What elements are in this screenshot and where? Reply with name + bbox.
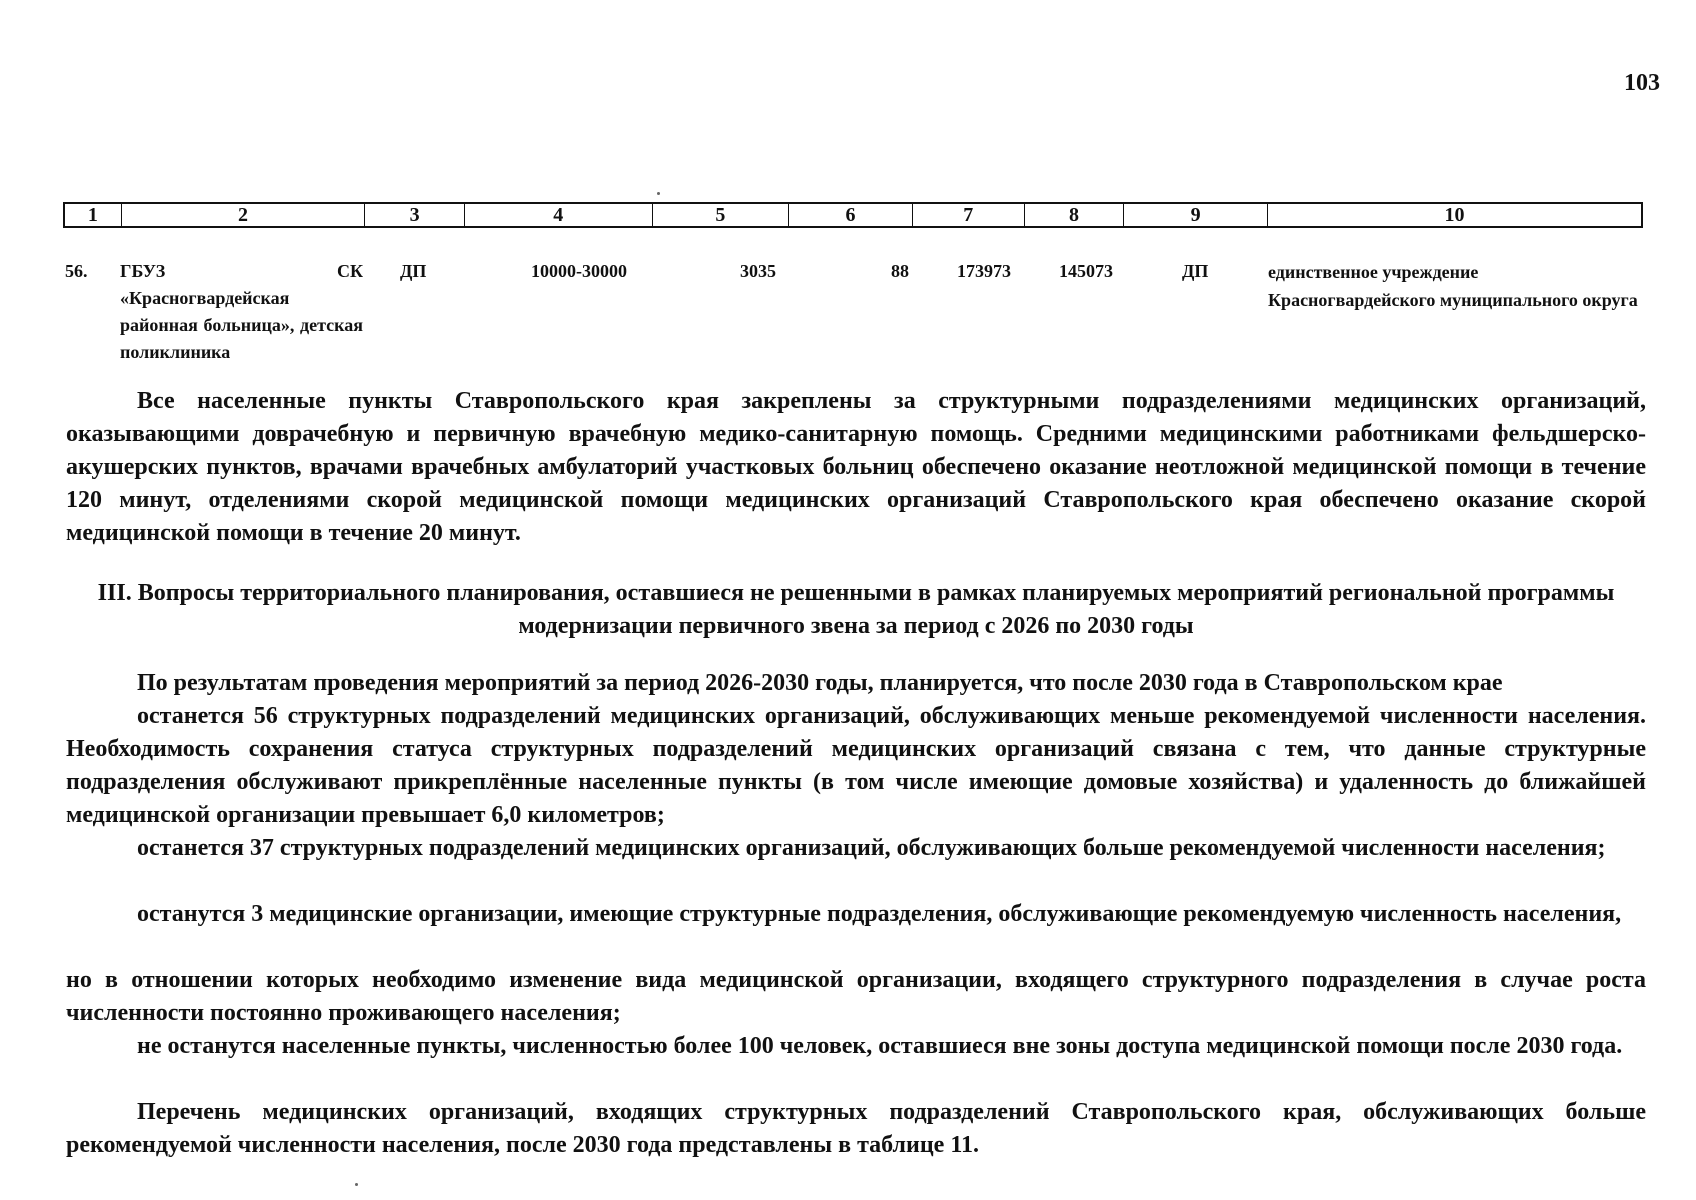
col-header-2: 2 xyxy=(122,204,365,226)
col-header-8: 8 xyxy=(1025,204,1125,226)
paragraph-6: Перечень медицинских организаций, входящих структурных подразделений Ставропольского края, обслуживающих больше рекомендуемой численности населения, после 2030 года представлены в таблице 11. xyxy=(66,1099,1646,1158)
row-range: 10000-30000 xyxy=(531,261,627,281)
col-header-9: 9 xyxy=(1124,204,1268,226)
col-header-1: 1 xyxy=(65,204,122,226)
table-column-header xyxy=(63,202,1643,228)
paragraph-5: не останутся населенные пункты, численностью более 100 человек, оставшиеся вне зоны доступа медицинской помощи после 2030 года. xyxy=(137,1033,1623,1059)
paragraph-2-line1: По результатам проведения мероприятий за период 2026-2030 годы, планируется, что после 2030 года в Ставропольском крае xyxy=(137,670,1503,696)
row-col8: 145073 xyxy=(1059,261,1113,281)
col-header-5: 5 xyxy=(653,204,790,226)
paragraph-2: останется 56 структурных подразделений медицинских организаций, обслуживающих меньше рекомендуемой численности населения. Необходимость сохранения статуса структурных подразделений медицинских организаций связана с тем, что данные структурные подразделения обслуживают прикреплённые населенные пункты (в том числе имеющие домовые хозяйства) и удаленность до ближайшей медицинской организации превышает 6,0 километров; xyxy=(66,703,1646,828)
row-organization-name: ГБУЗ СК «Красногвардейская районная больница», детская поликлиника xyxy=(120,261,363,362)
row-col7: 173973 xyxy=(957,261,1011,281)
paragraph-4: останутся 3 медицинские организации, имеющие структурные подразделения, обслуживающие рекомендуемую численность населения, xyxy=(137,901,1622,927)
scan-speck xyxy=(355,1183,358,1186)
scan-speck xyxy=(657,192,660,195)
paragraph-3: останется 37 структурных подразделений медицинских организаций, обслуживающих больше рекомендуемой численности населения; xyxy=(137,835,1606,861)
col-header-3: 3 xyxy=(365,204,465,226)
section-title: III. Вопросы территориального планирования, оставшиеся не решенными в рамках планируемых мероприятий региональной программы модернизации первичного звена за период с 2026 по 2030 годы xyxy=(97,580,1615,639)
paragraph-1: Все населенные пункты Ставропольского края закреплены за структурными подразделениями медицинских организаций, оказывающими доврачебную и первичную врачебную медико-санитарную помощь. Средними медицинскими работниками фельдшерско-акушерских пунктов, врачами врачебных амбулаторий участковых больниц обеспечено оказание неотложной медицинской помощи в течение 120 минут, отделениями скорой медицинской помощи медицинских организаций Ставропольского края обеспечено оказание скорой медицинской помощи в течение 20 минут. xyxy=(66,388,1646,546)
row-number: 56. xyxy=(65,261,88,281)
row-note: единственное учреждение Красногвардейского муниципального округа xyxy=(1268,262,1638,310)
col-header-6: 6 xyxy=(789,204,913,226)
row-col6: 88 xyxy=(891,261,909,281)
row-col5: 3035 xyxy=(740,261,776,281)
col-header-7: 7 xyxy=(913,204,1025,226)
page-number: 103 xyxy=(1624,70,1660,96)
paragraph-4-continued: но в отношении которых необходимо изменение вида медицинской организации, входящего структурного подразделения в случае роста численности постоянно проживающего населения; xyxy=(66,967,1646,1026)
col-header-10: 10 xyxy=(1444,204,1465,226)
row-col9: ДП xyxy=(1182,261,1209,281)
col-header-4: 4 xyxy=(465,204,653,226)
row-type: ДП xyxy=(400,261,427,281)
